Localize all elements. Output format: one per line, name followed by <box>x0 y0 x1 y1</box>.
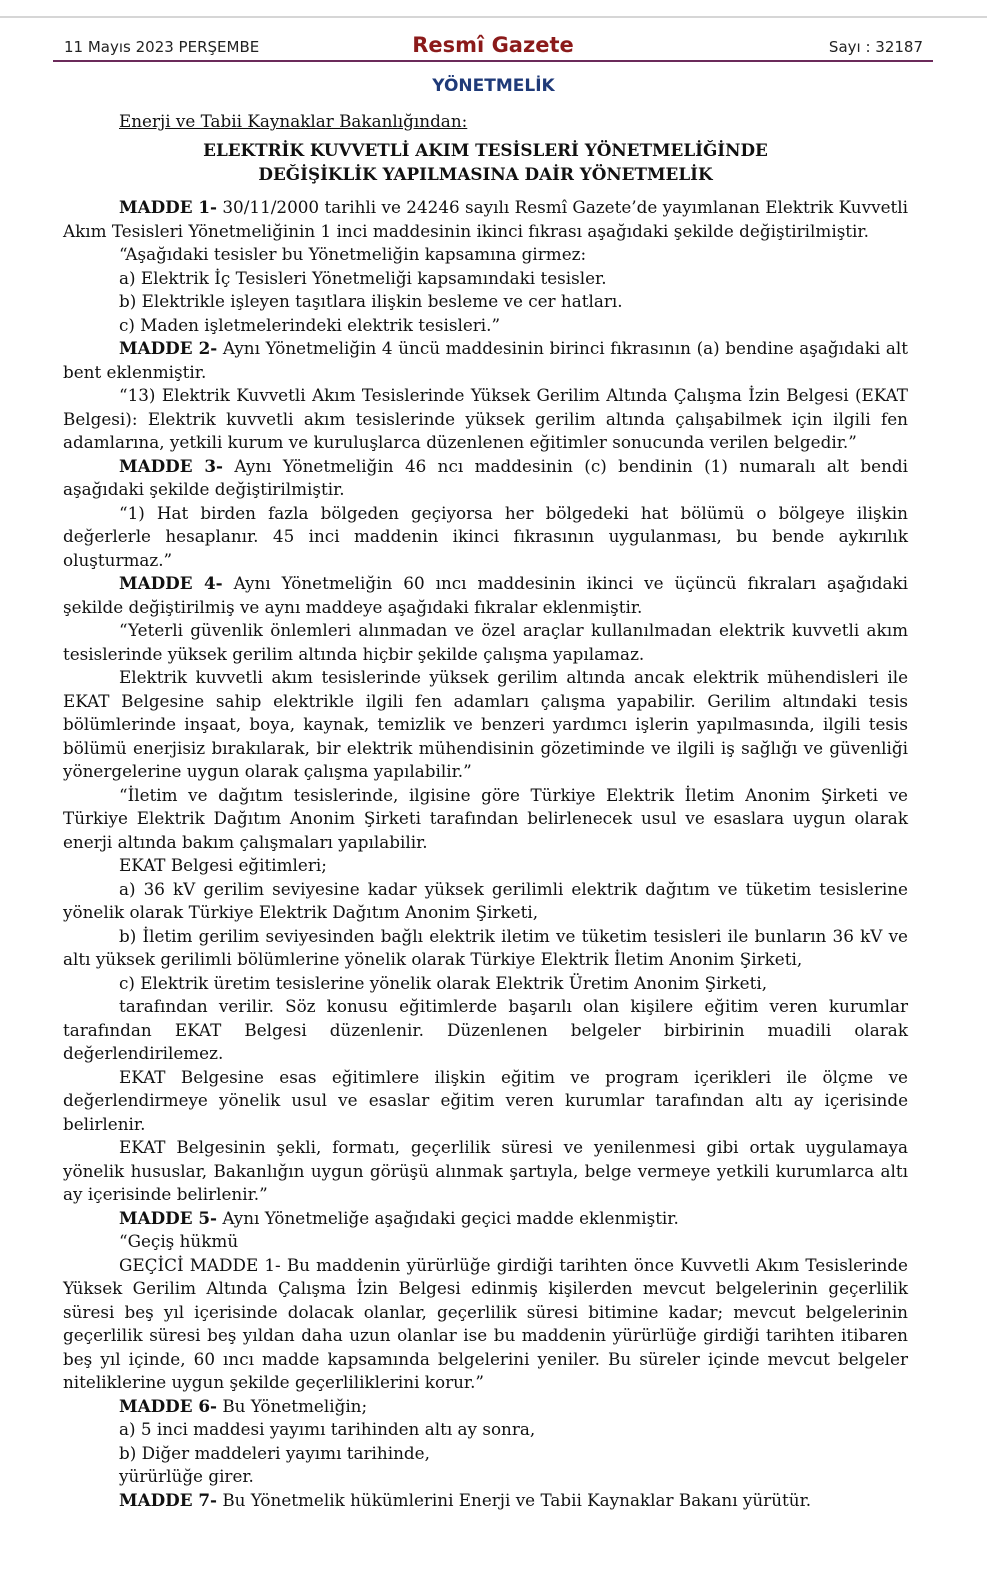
paragraph-text: “13) Elektrik Kuvvetli Akım Tesislerinde Yüksek Gerilim Altında Çalışma İzin Belgesi (EKAT Belgesi): Elektrik kuvvetli akım tesislerinde yüksek gerilim altında çalışabilmek için ilgili fen adamlarına, yetkili kurum ve kuruluşlarca düzenlenen eğitimler sonucunda verilen belgedir.” <box>63 385 908 452</box>
body-paragraph <box>63 243 908 267</box>
paragraph-text: “Yeterli güvenlik önlemleri alınmadan ve özel araçlar kullanılmadan elektrik kuvvetli akım tesislerinde yüksek gerilim altında hiçbir şekilde çalışma yapılamaz. <box>63 620 908 664</box>
body-paragraph <box>63 267 908 291</box>
article-paragraph <box>63 1207 908 1231</box>
gazette-title: Resmî Gazete <box>412 33 574 57</box>
paragraph-text: EKAT Belgesi eğitimleri; <box>119 855 327 875</box>
body-paragraph <box>63 619 908 666</box>
body-paragraph <box>63 502 908 573</box>
paragraph-text: Bu Yönetmeliğin; <box>216 1395 368 1416</box>
body-paragraph <box>63 1230 908 1254</box>
paragraph-text: b) Diğer maddeleri yayımı tarihinde, <box>119 1442 430 1463</box>
paragraph-text: “Geçiş hükmü <box>119 1231 239 1251</box>
top-divider <box>0 16 987 18</box>
paragraph-text: c) Elektrik üretim tesislerine yönelik olarak Elektrik Üretim Anonim Şirketi, <box>119 972 768 993</box>
paragraph-text: a) 36 kV gerilim seviyesine kadar yüksek gerilimli elektrik dağıtım ve tüketim tesislerine yönelik olarak Türkiye Elektrik Dağıtım Anonim Şirketi, <box>63 878 908 922</box>
article-label: MADDE 3- <box>119 455 224 476</box>
body-paragraph <box>63 314 908 338</box>
body-paragraph <box>63 1418 908 1442</box>
gazette-header <box>53 34 933 60</box>
document-body <box>63 109 908 1512</box>
body-paragraph <box>63 854 908 878</box>
articles <box>63 196 908 1512</box>
body-paragraph <box>63 1465 908 1489</box>
body-paragraph <box>63 666 908 784</box>
paragraph-text: EKAT Belgesinin şekli, formatı, geçerlilik süresi ve yenilenmesi gibi ortak uygulamaya yönelik hususlar, Bakanlığın uygun görüşü alınmak şartıyla, belge vermeye yetkili kurumlarca altı ay içerisinde belirlenir.” <box>63 1137 908 1204</box>
body-paragraph <box>63 995 908 1066</box>
paragraph-text: “1) Hat birden fazla bölgeden geçiyorsa her bölgedeki hat bölümü o bölgeye ilişkin değerlerle hesaplanır. 45 inci maddenin ikinci fıkrasının uygulanması, bu bende aykırılık oluşturmaz.” <box>63 502 908 570</box>
paragraph-text: b) İletim gerilim seviyesinden bağlı elektrik iletim ve tüketim tesisleri ile bunların 36 kV ve altı yüksek gerilimli bölümlerine yönelik olarak Türkiye Elektrik İletim Anonim Şirketi, <box>63 925 908 969</box>
paragraph-text: “Aşağıdaki tesisler bu Yönetmeliğin kapsamına girmez: <box>119 244 587 264</box>
article-label: MADDE 1- <box>119 197 218 217</box>
article-paragraph <box>63 196 908 243</box>
issuing-ministry: Enerji ve Tabii Kaynaklar Bakanlığından: <box>119 111 468 131</box>
paragraph-text: 30/11/2000 tarihli ve 24246 sayılı Resmî Gazete’de yayımlanan Elektrik Kuvvetli Akım Tesisleri Yönetmeliğinin 1 inci maddesinin ikinci fıkrası aşağıdaki şekilde değiştirilmiştir. <box>63 197 908 241</box>
article-label: MADDE 4- <box>119 573 223 593</box>
paragraph-text: a) Elektrik İç Tesisleri Yönetmeliği kapsamındaki tesisler. <box>119 267 607 288</box>
paragraph-text: “İletim ve dağıtım tesislerinde, ilgisine göre Türkiye Elektrik İletim Anonim Şirketi ve Türkiye Elektrik Dağıtım Anonim Şirketi tarafından belirlenecek usul ve esaslara uygun olarak enerji altında bakım çalışmaları yapılabilir. <box>63 784 908 852</box>
article-paragraph <box>63 1489 908 1513</box>
body-paragraph <box>63 878 908 925</box>
issue-date: 11 Mayıs 2023 PERŞEMBE <box>64 38 260 56</box>
body-paragraph <box>63 925 908 972</box>
article-label: MADDE 2- <box>119 338 218 358</box>
article-paragraph <box>63 337 908 384</box>
regulation-title-line: ELEKTRİK KUVVETLİ AKIM TESİSLERİ YÖNETMELİĞİNDE <box>203 140 768 160</box>
body-paragraph <box>63 1442 908 1466</box>
paragraph-text: b) Elektrikle işleyen taşıtlara ilişkin besleme ve cer hatları. <box>119 291 623 311</box>
paragraph-text: Bu Yönetmelik hükümlerini Enerji ve Tabii Kaynaklar Bakanı yürütür. <box>216 1489 812 1510</box>
body-paragraph <box>63 784 908 855</box>
article-label: MADDE 7- <box>119 1489 217 1510</box>
paragraph-text: yürürlüğe girer. <box>119 1466 254 1486</box>
regulation-title <box>63 139 908 186</box>
header-divider <box>53 60 933 62</box>
section-heading: YÖNETMELİK <box>432 76 555 96</box>
body-paragraph <box>63 384 908 455</box>
article-paragraph <box>63 1395 908 1419</box>
issue-number: Sayı : 32187 <box>828 38 923 56</box>
paragraph-text: EKAT Belgesine esas eğitimlere ilişkin eğitim ve program içerikleri ile ölçme ve değerlendirmeye yönelik usul ve esaslar eğitim veren kurumlar tarafından altı ay içerisinde belirlenir. <box>63 1066 908 1134</box>
paragraph-text: c) Maden işletmelerindeki elektrik tesisleri.” <box>119 314 501 335</box>
paragraph-text: Aynı Yönetmeliğin 4 üncü maddesinin birinci fıkrasının (a) bendine aşağıdaki alt bent eklenmiştir. <box>63 338 908 382</box>
body-paragraph <box>63 1136 908 1207</box>
paragraph-text: Aynı Yönetmeliğin 46 ncı maddesinin (c) bendinin (1) numaralı alt bendi aşağıdaki şekilde değiştirilmiştir. <box>63 455 909 499</box>
article-paragraph <box>63 572 908 619</box>
regulation-title-line: DEĞİŞİKLİK YAPILMASINA DAİR YÖNETMELİK <box>258 163 713 184</box>
paragraph-text: tarafından verilir. Söz konusu eğitimlerde başarılı olan kişilere eğitim veren kurumlar tarafından EKAT Belgesi düzenlenir. Düzenlenen belgeler birbirinin muadili olarak değerlendirilemez. <box>63 996 908 1063</box>
paragraph-text: Aynı Yönetmeliğe aşağıdaki geçici madde eklenmiştir. <box>216 1207 679 1228</box>
paragraph-text: Elektrik kuvvetli akım tesislerinde yüksek gerilim altında ancak elektrik mühendisleri ile EKAT Belgesine sahip elektrikle ilgili fen adamları çalışma yapabilir. Gerilim altındaki tesis bölümlerinde inşaat, boya, kaynak, temizlik ve benzeri yardımcı işlerin yapılmasında, ilgili tesis bölümü enerjisiz bırakılarak, bir elektrik mühendisinin gözetiminde ve ilgili iş sağlığı ve güvenliği yönergelerine uygun olarak çalışma yapılabilir.” <box>63 667 908 781</box>
body-paragraph <box>63 290 908 314</box>
body-paragraph <box>63 1254 908 1395</box>
article-label: MADDE 6- <box>119 1395 217 1416</box>
article-paragraph <box>63 455 908 502</box>
article-label: MADDE 5- <box>119 1207 217 1228</box>
paragraph-text: a) 5 inci maddesi yayımı tarihinden altı ay sonra, <box>119 1419 536 1439</box>
body-paragraph <box>63 972 908 996</box>
paragraph-text: Aynı Yönetmeliğin 60 ıncı maddesinin ikinci ve üçüncü fıkraları aşağıdaki şekilde değiştirilmiş ve aynı maddeye aşağıdaki fıkralar eklenmiştir. <box>63 573 908 617</box>
body-paragraph <box>63 1066 908 1137</box>
paragraph-text: GEÇİCİ MADDE 1- Bu maddenin yürürlüğe girdiği tarihten önce Kuvvetli Akım Tesislerinde Yüksek Gerilim Altında Çalışma İzin Belgesi edinmiş kişilerden mevcut belgelerinin geçerlilik süresi beş yıl içerisinde dolacak olanlar, geçerlilik süresi bitimine kadar; mevcut belgelerinin geçerlilik süresi beş yıldan daha uzun olanlar ise bu maddenin yürürlüğe girdiği tarihten itibaren beş yıl içinde, 60 ıncı madde kapsamında belgelerini yeniler. Bu süreler içinde mevcut belgeler niteliklerine uygun şekilde geçerliliklerini korur.” <box>63 1254 908 1392</box>
